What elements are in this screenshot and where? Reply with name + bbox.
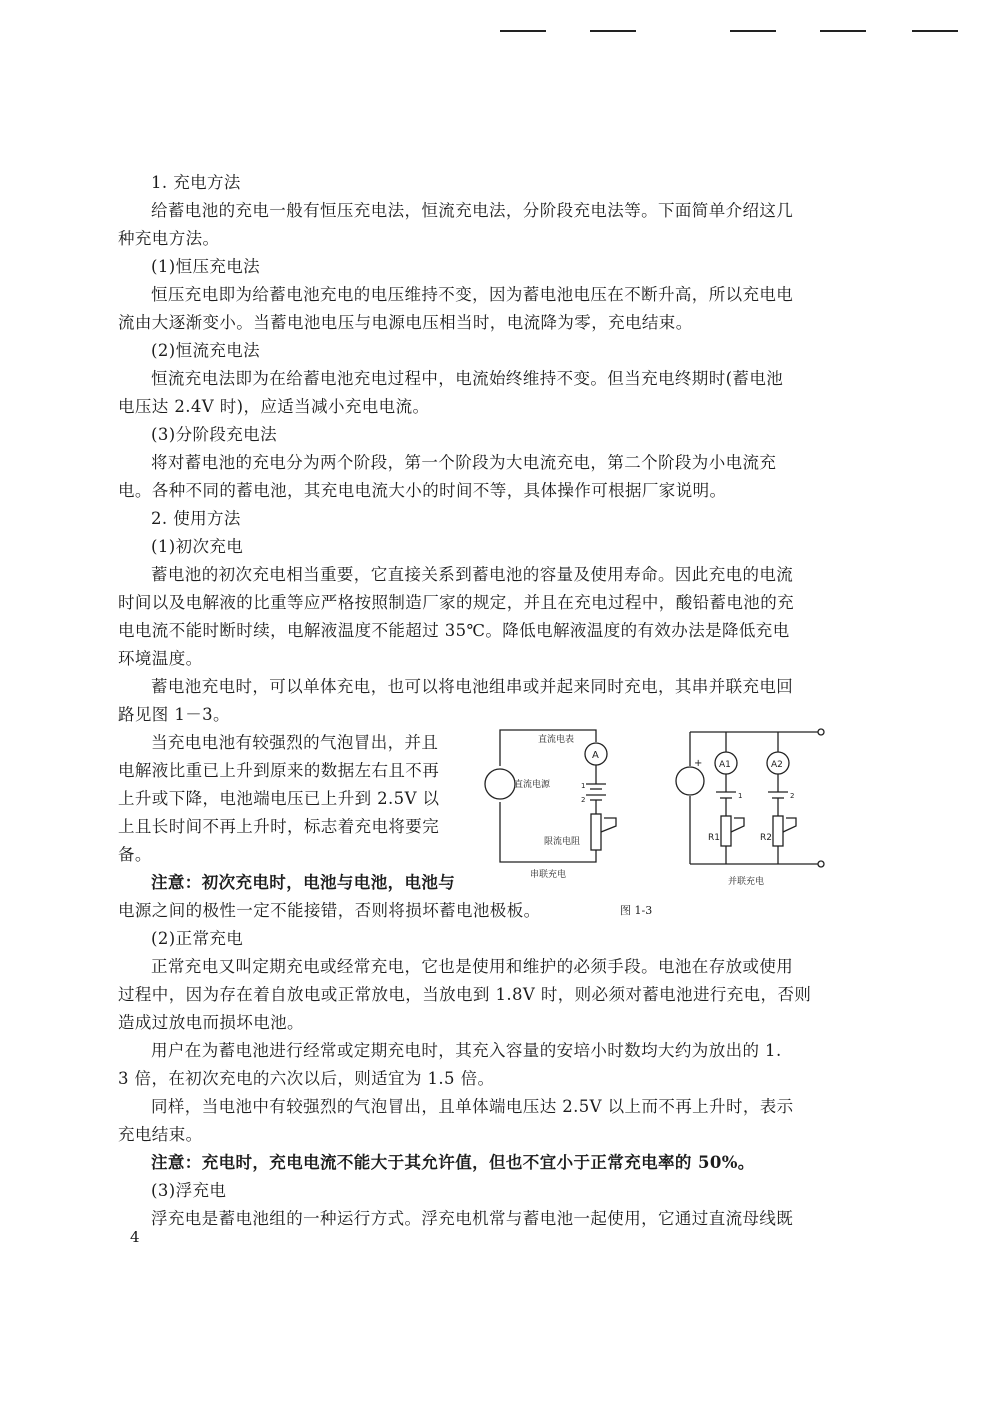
subsection-heading: (3)浮充电 — [151, 1181, 227, 1200]
resistor-label: 限流电阻 — [544, 837, 581, 847]
resistor-symbol — [591, 814, 601, 850]
resistor-1-label: R1 — [708, 833, 720, 843]
parallel-charging-circuit — [672, 722, 832, 890]
cell-label: 1 — [738, 792, 743, 800]
paragraph-line: 上升或下降，电池端电压已上升到 2.5V 以 — [118, 789, 440, 808]
plus-sign: + — [694, 758, 703, 769]
paragraph-line: 正常充电又叫定期充电或经常充电，它也是使用和维护的必须手段。电池在存放或使用 — [151, 957, 794, 976]
paragraph-line: 造成过放电而损坏电池。 — [118, 1013, 304, 1032]
note-line: 注意：初次充电时，电池与电池，电池与 — [151, 873, 456, 892]
paragraph-line: 流由大逐渐变小。当蓄电池电压与电源电压相当时，电流降为零，充电结束。 — [118, 313, 693, 332]
subsection-heading: (2)正常充电 — [151, 929, 244, 948]
paragraph-line: 将对蓄电池的充电分为两个阶段，第一个阶段为大电流充电，第二个阶段为小电流充 — [151, 453, 777, 472]
paragraph-line: 路见图 1－3。 — [118, 705, 230, 724]
ammeter-label: 直流电表 — [538, 735, 575, 745]
paragraph-line: 电压达 2.4V 时)，应适当减小充电电流。 — [118, 397, 430, 416]
section-heading: 1. 充电方法 — [151, 173, 241, 192]
header-rule — [730, 30, 776, 32]
header-rule — [590, 30, 636, 32]
paragraph-line: 蓄电池的初次充电相当重要，它直接关系到蓄电池的容量及使用寿命。因此充电的电流 — [151, 565, 794, 584]
subsection-heading: (1)初次充电 — [151, 537, 244, 556]
ammeter-symbol-label: A — [592, 750, 599, 761]
paragraph-line: 时间以及电解液的比重等应严格按照制造厂家的规定，并且在充电过程中，酸铅蓄电池的充 — [118, 593, 794, 612]
subsection-heading: (2)恒流充电法 — [151, 341, 261, 360]
page-number: 4 — [130, 1228, 140, 1246]
subsection-heading: (3)分阶段充电法 — [151, 425, 277, 444]
resistor-2-label: R2 — [760, 833, 772, 843]
power-source-symbol — [676, 767, 704, 795]
cell-label: 2 — [581, 796, 586, 804]
parallel-caption: 并联充电 — [728, 877, 765, 887]
paragraph-line: 过程中，因为存在着自放电或正常放电，当放电到 1.8V 时，则必须对蓄电池进行充电，否则 — [118, 985, 812, 1004]
paragraph-line: 蓄电池充电时，可以单体充电，也可以将电池组串或并起来同时充电，其串并联充电回 — [151, 677, 794, 696]
resistor-symbol — [773, 816, 783, 846]
paragraph-line: 种充电方法。 — [118, 229, 220, 248]
paragraph-line: 电。各种不同的蓄电池，其充电电流大小的时间不等，具体操作可根据厂家说明。 — [118, 481, 727, 500]
paragraph-line: 电解液比重已上升到原来的数据左右且不再 — [118, 761, 440, 780]
subsection-heading: (1)恒压充电法 — [151, 257, 261, 276]
paragraph-line: 上且长时间不再上升时，标志着充电将要完 — [118, 817, 440, 836]
section-heading: 2. 使用方法 — [151, 509, 241, 528]
series-caption: 串联充电 — [530, 870, 567, 880]
terminal-icon — [818, 729, 824, 735]
terminal-icon — [818, 861, 824, 867]
paragraph-line: 环境温度。 — [118, 649, 203, 668]
paragraph-line: 当充电电池有较强烈的气泡冒出，并且 — [151, 733, 439, 752]
resistor-symbol — [721, 816, 731, 846]
paragraph-line: 同样，当电池中有较强烈的气泡冒出，且单体端电压达 2.5V 以上而不再上升时，表示 — [151, 1097, 794, 1116]
circuit-wire — [500, 802, 596, 862]
paragraph-line: 电电流不能时断时续，电解液温度不能超过 35℃。降低电解液温度的有效办法是降低充电 — [118, 621, 790, 640]
paragraph-line: 备。 — [118, 845, 152, 864]
paragraph-line: 恒流充电法即为在给蓄电池充电过程中，电流始终维持不变。但当充电终期时(蓄电池 — [151, 369, 784, 388]
header-rule — [500, 30, 546, 32]
header-rule — [912, 30, 958, 32]
paragraph-line: 充电结束。 — [118, 1125, 203, 1144]
paragraph-line: 用户在为蓄电池进行经常或定期充电时，其充入容量的安培小时数均大约为放出的 1. — [151, 1041, 782, 1060]
paragraph-line: 恒压充电即为给蓄电池充电的电压维持不变，因为蓄电池电压在不断升高，所以充电电 — [151, 285, 794, 304]
ammeter-1-label: A1 — [719, 760, 731, 770]
power-source-symbol — [485, 769, 515, 799]
cell-label: 2 — [790, 792, 795, 800]
paragraph-line: 电源之间的极性一定不能接错，否则将损坏蓄电池极板。 — [118, 901, 541, 920]
source-label: 直流电源 — [514, 780, 551, 790]
header-rule — [820, 30, 866, 32]
paragraph-line: 给蓄电池的充电一般有恒压充电法，恒流充电法，分阶段充电法等。下面简单介绍这几 — [151, 201, 794, 220]
cell-label: 1 — [581, 782, 586, 790]
ammeter-2-label: A2 — [771, 760, 783, 770]
paragraph-line: 3 倍，在初次充电的六次以后，则适宜为 1.5 倍。 — [118, 1069, 495, 1088]
note-line: 注意：充电时，充电电流不能大于其允许值，但也不宜小于正常充电率的 50%。 — [151, 1153, 755, 1172]
paragraph-line: 浮充电是蓄电池组的一种运行方式。浮充电机常与蓄电池一起使用，它通过直流母线既 — [151, 1209, 794, 1228]
figure-caption: 图 1-3 — [620, 904, 653, 917]
series-charging-circuit — [480, 722, 632, 882]
